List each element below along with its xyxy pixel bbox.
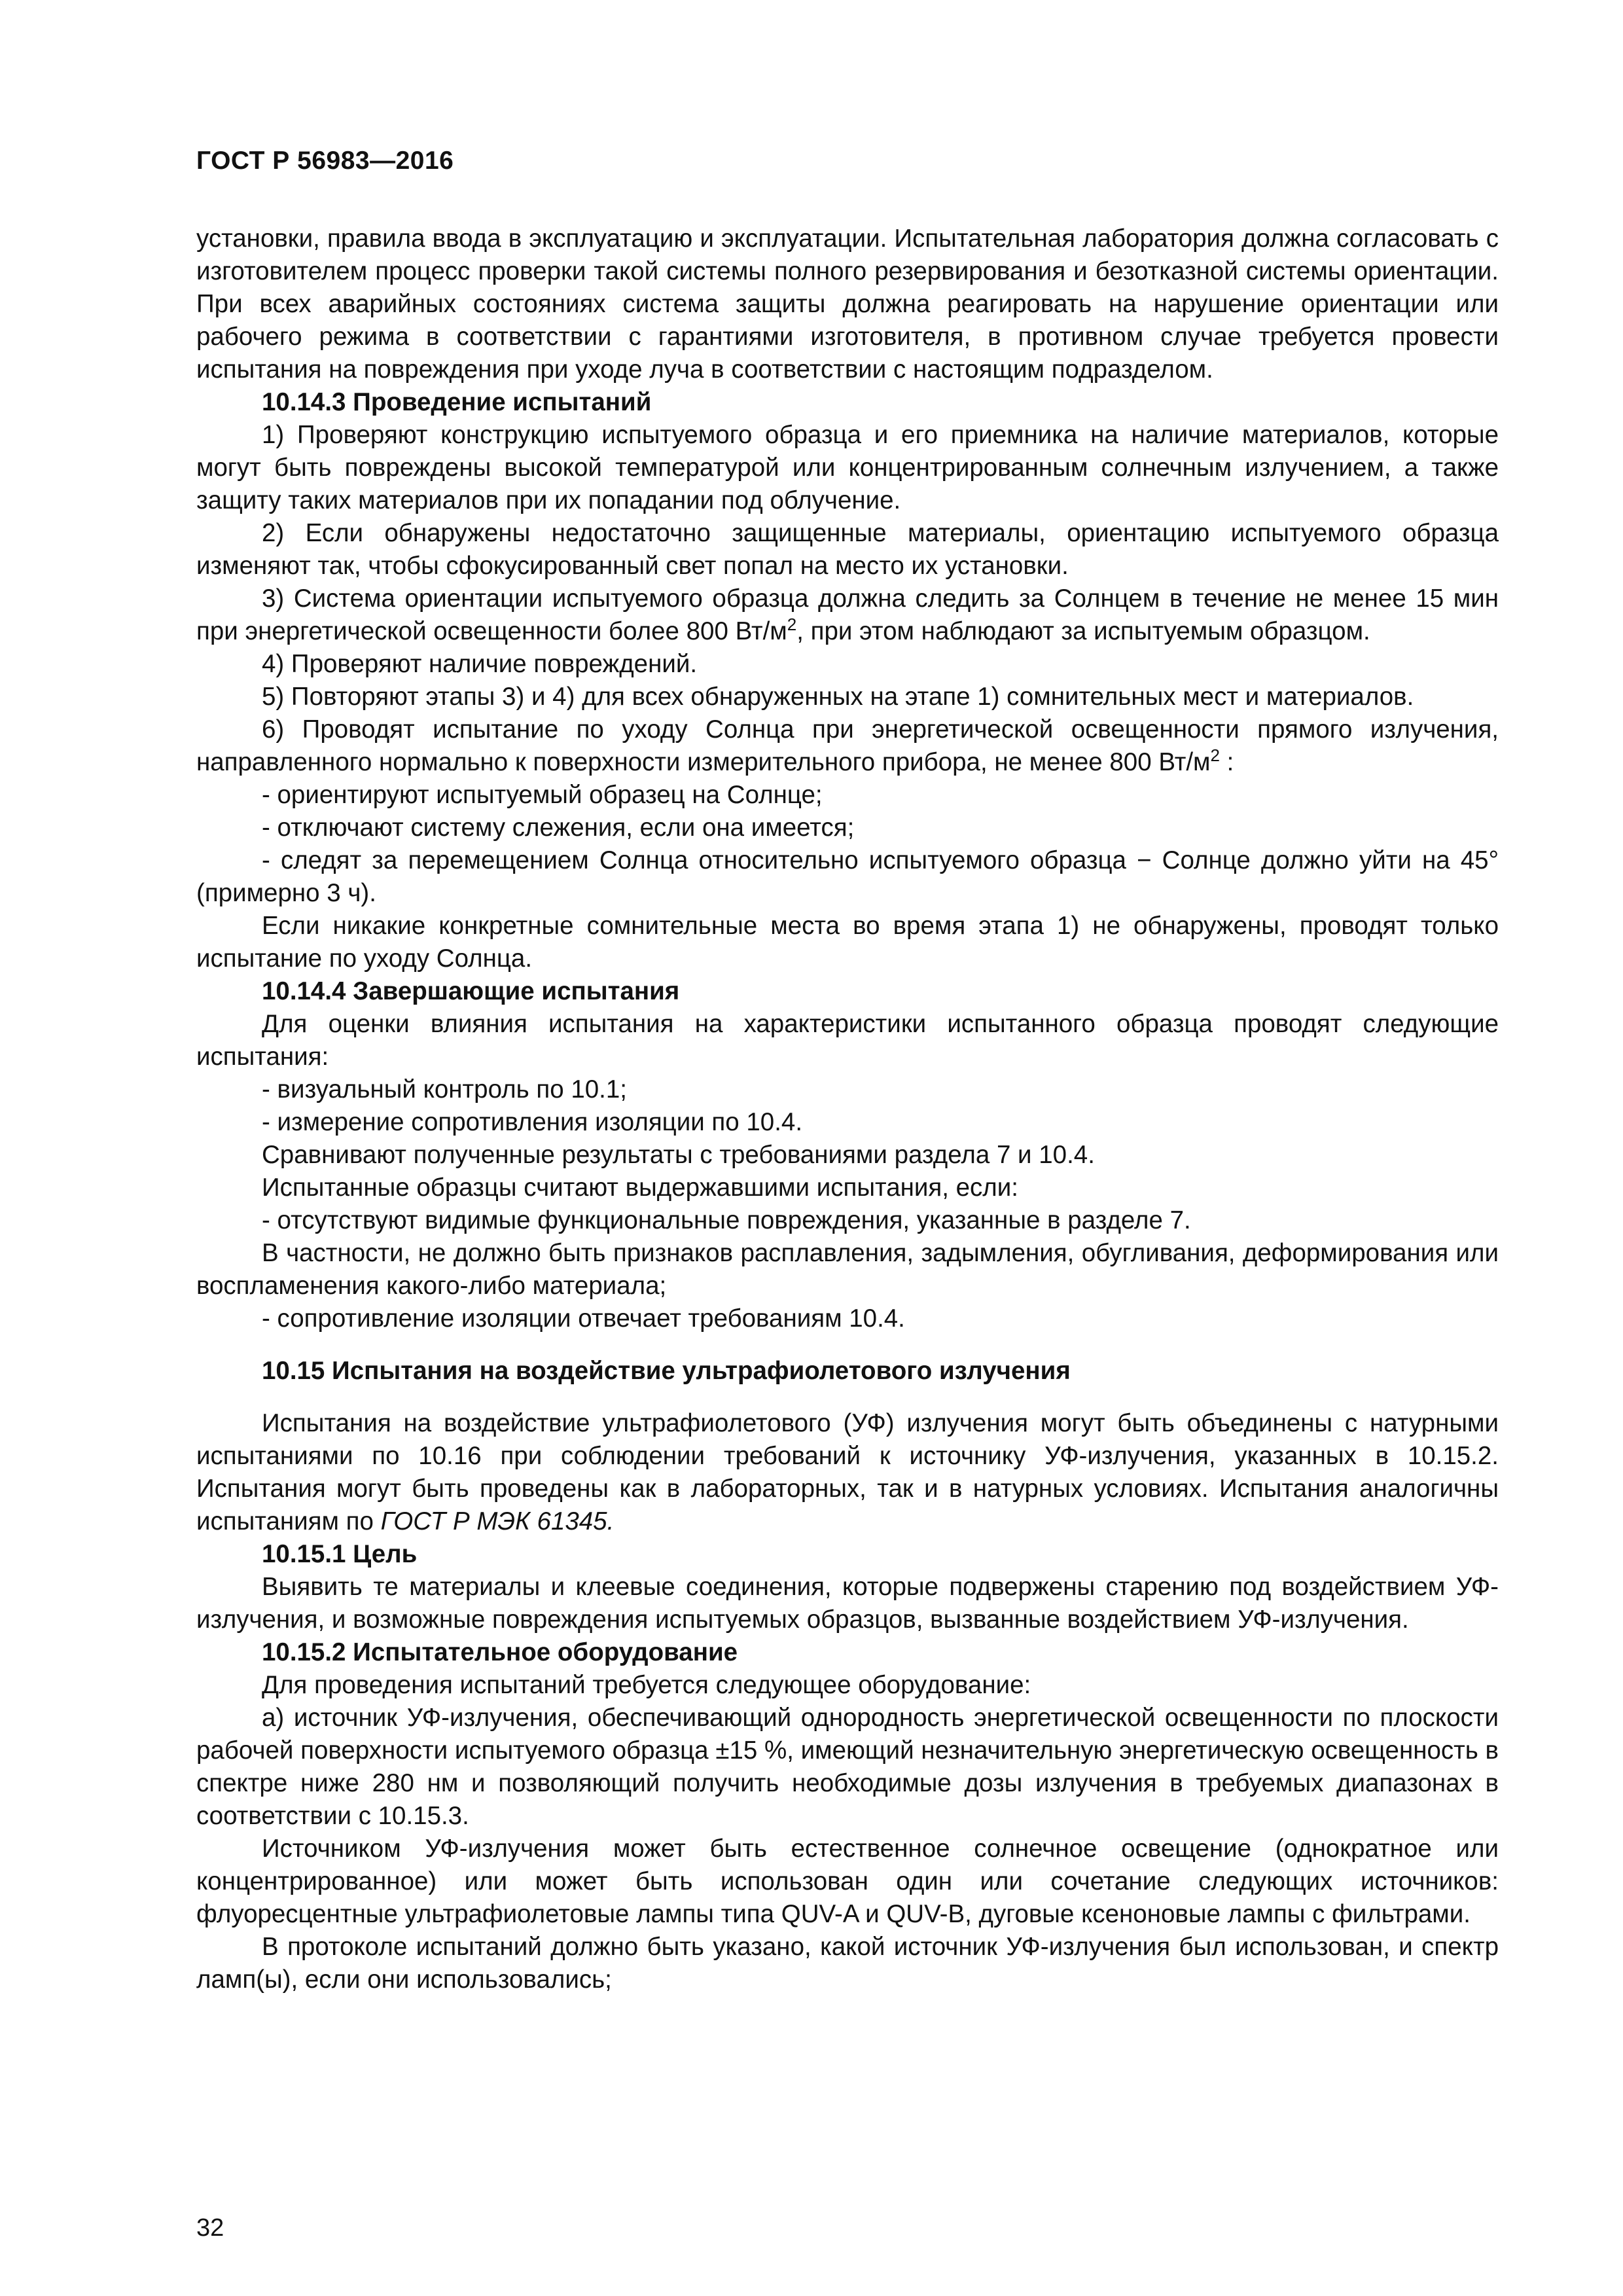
list-item: - визуальный контроль по 10.1;	[262, 1075, 627, 1103]
paragraph-text: Испытания на воздействие ультрафиолетового (УФ) излучения могут быть объединены с натурными испытаниями по 10.16 при соблюдении требований к источнику УФ-излучения, указанных в 10.15.2. Испытания могут быть проведены как в лабораторных, так и в натурных условиях. Испытания аналогичны испытаниям по	[196, 1409, 1499, 1535]
list-item: - отсутствуют видимые функциональные повреждения, указанные в разделе 7.	[262, 1206, 1191, 1234]
document-header: ГОСТ Р 56983—2016	[196, 147, 454, 175]
paragraph: 1) Проверяют конструкцию испытуемого образца и его приемника на наличие материалов, которые могут быть повреждены высокой температурой или концентрированным солнечным излучением, а также защиту таких материалов при их попадании под облучение.	[196, 421, 1499, 514]
paragraph-text: 6) Проводят испытание по уходу Солнца при энергетической освещенности прямого излучения, направленного нормально к поверхности измерительного прибора, не менее 800 Вт/м	[196, 715, 1499, 776]
paragraph: 5) Повторяют этапы 3) и 4) для всех обнаруженных на этапе 1) сомнительных мест и материалов.	[262, 683, 1414, 711]
paragraph: Если никакие конкретные сомнительные места во время этапа 1) не обнаружены, проводят только испытание по уходу Солнца.	[196, 912, 1499, 973]
section-heading-10-15-2: 10.15.2 Испытательное оборудование	[262, 1638, 738, 1666]
superscript: 2	[787, 615, 797, 634]
paragraph: установки, правила ввода в эксплуатацию и эксплуатации. Испытательная лаборатория должна согласовать с изготовителем процесс проверки такой системы полного резервирования и безотказной системы ориентации. При всех аварийных состояниях система защиты должна реагировать на нарушение ориентации или рабочего режима в соответствии с гарантиями изготовителя, в противном случае требуется провести испытания на повреждения при уходе луча в соответствии с настоящим подразделом.	[196, 224, 1499, 384]
paragraph-text: :	[1219, 748, 1234, 776]
paragraph	[196, 583, 1499, 648]
paragraph: Источником УФ-излучения может быть естественное солнечное освещение (однократное или концентрированное) или может быть использован один или сочетание следующих источников: флуоресцентные ультрафиолетовые лампы типа QUV-A и QUV-B, дуговые ксеноновые лампы с фильтрами.	[196, 1835, 1499, 1928]
paragraph: 4) Проверяют наличие повреждений.	[262, 650, 698, 678]
page-content	[196, 223, 1499, 1996]
list-item: - ориентируют испытуемый образец на Солнце;	[262, 781, 823, 809]
page-number: 32	[196, 2214, 224, 2242]
paragraph: Испытанные образцы считают выдержавшими испытания, если:	[262, 1174, 1018, 1202]
paragraph	[196, 713, 1499, 779]
paragraph-text: 3) Система ориентации испытуемого образца должна следить за Солнцем в течение не менее 15 мин при энергетической освещенности более 800 Вт/м	[196, 584, 1499, 645]
section-heading-10-14-3: 10.14.3 Проведение испытаний	[262, 388, 652, 416]
superscript: 2	[1210, 745, 1220, 765]
paragraph: Выявить те материалы и клеевые соединения, которые подвержены старению под воздействием УФ-излучения, и возможные повреждения испытуемых образцов, вызванные воздействием УФ-излучения.	[196, 1573, 1499, 1634]
section-heading-10-15-1: 10.15.1 Цель	[262, 1540, 418, 1568]
paragraph: Для проведения испытаний требуется следующее оборудование:	[262, 1671, 1031, 1699]
standard-reference: ГОСТ Р МЭК 61345.	[380, 1507, 615, 1535]
section-heading-10-14-4: 10.14.4 Завершающие испытания	[262, 977, 680, 1005]
paragraph: В частности, не должно быть признаков расплавления, задымления, обугливания, деформирования или воспламенения какого-либо материала;	[196, 1239, 1499, 1300]
list-item: - сопротивление изоляции отвечает требованиям 10.4.	[262, 1304, 905, 1333]
paragraph	[196, 1407, 1499, 1538]
section-heading-10-15: 10.15 Испытания на воздействие ультрафиолетового излучения	[262, 1357, 1071, 1385]
list-item: - измерение сопротивления изоляции по 10.4.	[262, 1108, 803, 1136]
paragraph: В протоколе испытаний должно быть указано, какой источник УФ-излучения был использован, и спектр ламп(ы), если они использовались;	[196, 1933, 1499, 1994]
list-item: - отключают систему слежения, если она имеется;	[262, 814, 855, 842]
paragraph: Сравнивают полученные результаты с требованиями раздела 7 и 10.4.	[262, 1141, 1095, 1169]
paragraph: а) источник УФ-излучения, обеспечивающий однородность энергетической освещенности по плоскости рабочей поверхности испытуемого образца ±15 %, имеющий незначительную энергетическую освещенность в спектре ниже 280 нм и позволяющий получить необходимые дозы излучения в требуемых диапазонах в соответствии с 10.15.3.	[196, 1704, 1499, 1830]
paragraph: Для оценки влияния испытания на характеристики испытанного образца проводят следующие испытания:	[196, 1010, 1499, 1071]
paragraph-text: , при этом наблюдают за испытуемым образцом.	[796, 617, 1370, 645]
paragraph: 2) Если обнаружены недостаточно защищенные материалы, ориентацию испытуемого образца изменяют так, чтобы сфокусированный свет попал на место их установки.	[196, 519, 1499, 580]
list-item: - следят за перемещением Солнца относительно испытуемого образца − Солнце должно уйти на 45°(примерно 3 ч).	[196, 846, 1499, 907]
